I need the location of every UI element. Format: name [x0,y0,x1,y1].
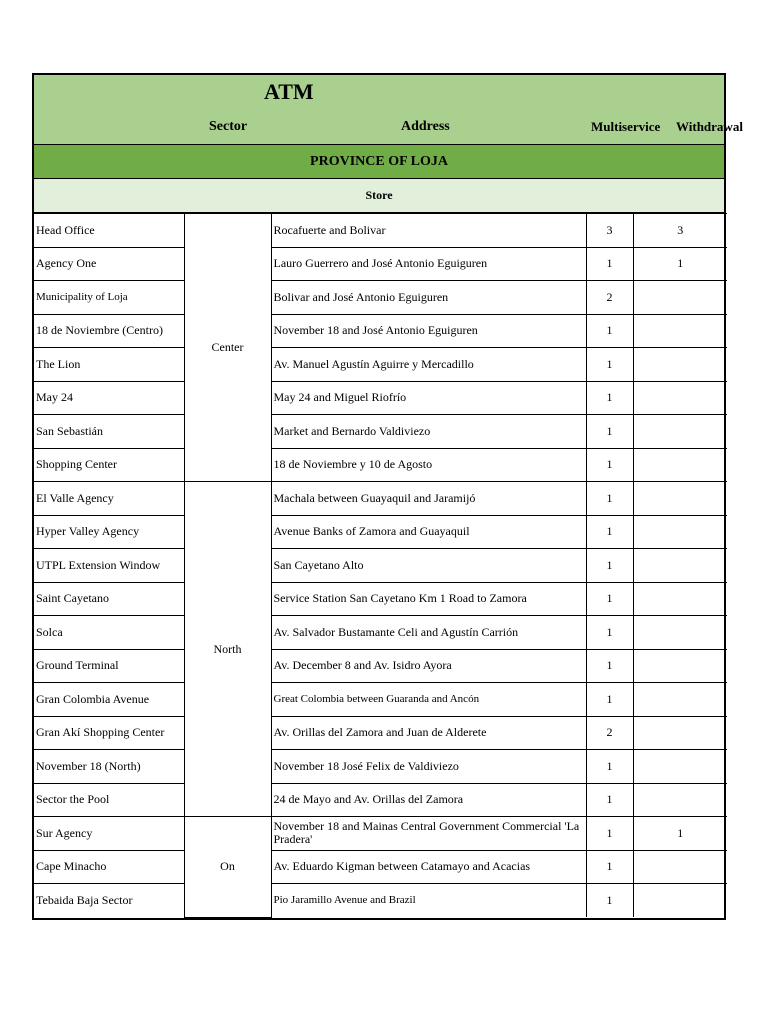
atm-location-name: Municipality of Loja [34,281,184,315]
multiservice-count: 1 [586,884,633,918]
atm-address: Pio Jaramillo Avenue and Brazil [271,884,586,918]
column-header-withdrawal: Withdrawal [676,119,743,134]
multiservice-count: 1 [586,649,633,683]
table-row [34,549,727,583]
multiservice-count: 1 [586,348,633,382]
atm-location-name: Gran Akí Shopping Center [34,716,184,750]
column-header-sector: Sector [209,119,248,134]
table-row [34,616,727,650]
withdrawal-count: 1 [633,817,727,851]
table-row [34,214,727,248]
table-row [34,649,727,683]
atm-location-name: San Sebastián [34,415,184,449]
multiservice-count: 1 [586,683,633,717]
atm-location-name: Gran Colombia Avenue [34,683,184,717]
atm-location-name: The Lion [34,348,184,382]
atm-location-name: Head Office [34,214,184,248]
multiservice-count: 1 [586,482,633,516]
atm-address: Av. Salvador Bustamante Celi and Agustín Carrión [271,616,586,650]
atm-address: 18 de Noviembre y 10 de Agosto [271,448,586,482]
multiservice-count: 1 [586,582,633,616]
multiservice-count: 1 [586,817,633,851]
multiservice-count: 1 [586,616,633,650]
atm-address: Avenue Banks of Zamora and Guayaquil [271,515,586,549]
multiservice-count: 1 [586,850,633,884]
multiservice-count: 2 [586,281,633,315]
atm-address: Av. Orillas del Zamora and Juan de Alderete [271,716,586,750]
withdrawal-count [633,448,727,482]
withdrawal-count [633,515,727,549]
multiservice-count: 1 [586,415,633,449]
atm-table-body [34,214,727,918]
atm-address: November 18 and José Antonio Eguiguren [271,314,586,348]
table-row [34,515,727,549]
atm-location-name: 18 de Noviembre (Centro) [34,314,184,348]
withdrawal-count: 3 [633,214,727,248]
atm-address: Lauro Guerrero and José Antonio Eguiguren [271,247,586,281]
multiservice-count: 1 [586,247,633,281]
withdrawal-count [633,716,727,750]
atm-location-name: Tebaida Baja Sector [34,884,184,918]
atm-address: San Cayetano Alto [271,549,586,583]
table-row [34,884,727,918]
atm-location-name: Saint Cayetano [34,582,184,616]
withdrawal-count [633,783,727,817]
sector-cell: On [184,817,271,918]
table-row [34,683,727,717]
atm-address: Machala between Guayaquil and Jaramijó [271,482,586,516]
atm-location-name: Shopping Center [34,448,184,482]
atm-location-name: Agency One [34,247,184,281]
atm-address: Great Colombia between Guaranda and Ancón [271,683,586,717]
table-row [34,314,727,348]
atm-address: Av. Manuel Agustín Aguirre y Mercadillo [271,348,586,382]
table-row [34,381,727,415]
province-banner: PROVINCE OF LOJA [34,145,724,179]
atm-location-name: Cape Minacho [34,850,184,884]
atm-table-sheet [32,73,743,920]
atm-address: Service Station San Cayetano Km 1 Road to Zamora [271,582,586,616]
atm-address: Rocafuerte and Bolivar [271,214,586,248]
atm-address: Av. December 8 and Av. Isidro Ayora [271,649,586,683]
withdrawal-count [633,281,727,315]
table-row [34,247,727,281]
withdrawal-count [633,683,727,717]
multiservice-count: 1 [586,783,633,817]
atm-address: Market and Bernardo Valdiviezo [271,415,586,449]
column-header-address: Address [401,119,450,134]
withdrawal-count [633,314,727,348]
multiservice-count: 3 [586,214,633,248]
withdrawal-count [633,884,727,918]
atm-location-name: UTPL Extension Window [34,549,184,583]
table-row [34,448,727,482]
atm-location-name: Sur Agency [34,817,184,851]
multiservice-count: 1 [586,381,633,415]
column-header-multiservice: Multiservice [591,119,661,134]
table-row [34,750,727,784]
multiservice-count: 1 [586,549,633,583]
atm-address: 24 de Mayo and Av. Orillas del Zamora [271,783,586,817]
atm-address: May 24 and Miguel Riofrío [271,381,586,415]
atm-location-name: El Valle Agency [34,482,184,516]
table-title: ATM [264,79,314,104]
table-row [34,482,727,516]
atm-address: Av. Eduardo Kigman between Catamayo and Acacias [271,850,586,884]
table-row [34,348,727,382]
store-banner: Store [34,179,724,213]
atm-location-name: November 18 (North) [34,750,184,784]
atm-address: November 18 and Mainas Central Government Commercial 'La Pradera' [271,817,586,851]
table-row [34,716,727,750]
table-row [34,415,727,449]
atm-location-name: Ground Terminal [34,649,184,683]
table-row [34,281,727,315]
withdrawal-count [633,381,727,415]
multiservice-count: 1 [586,448,633,482]
atm-location-name: Solca [34,616,184,650]
multiservice-count: 1 [586,750,633,784]
atm-location-name: Hyper Valley Agency [34,515,184,549]
table-row [34,850,727,884]
withdrawal-count: 1 [633,247,727,281]
table-header [34,75,743,145]
table-row [34,817,727,851]
withdrawal-count [633,616,727,650]
withdrawal-count [633,348,727,382]
atm-address: November 18 José Felix de Valdiviezo [271,750,586,784]
withdrawal-count [633,549,727,583]
multiservice-count: 1 [586,515,633,549]
withdrawal-count [633,582,727,616]
multiservice-count: 2 [586,716,633,750]
withdrawal-count [633,649,727,683]
table-row [34,783,727,817]
withdrawal-count [633,850,727,884]
multiservice-count: 1 [586,314,633,348]
table-row [34,582,727,616]
withdrawal-count [633,750,727,784]
atm-location-name: May 24 [34,381,184,415]
atm-location-name: Sector the Pool [34,783,184,817]
sector-cell: Center [184,214,271,482]
atm-address: Bolivar and José Antonio Eguiguren [271,281,586,315]
withdrawal-count [633,482,727,516]
atm-table [34,213,727,918]
withdrawal-count [633,415,727,449]
sector-cell: North [184,482,271,817]
